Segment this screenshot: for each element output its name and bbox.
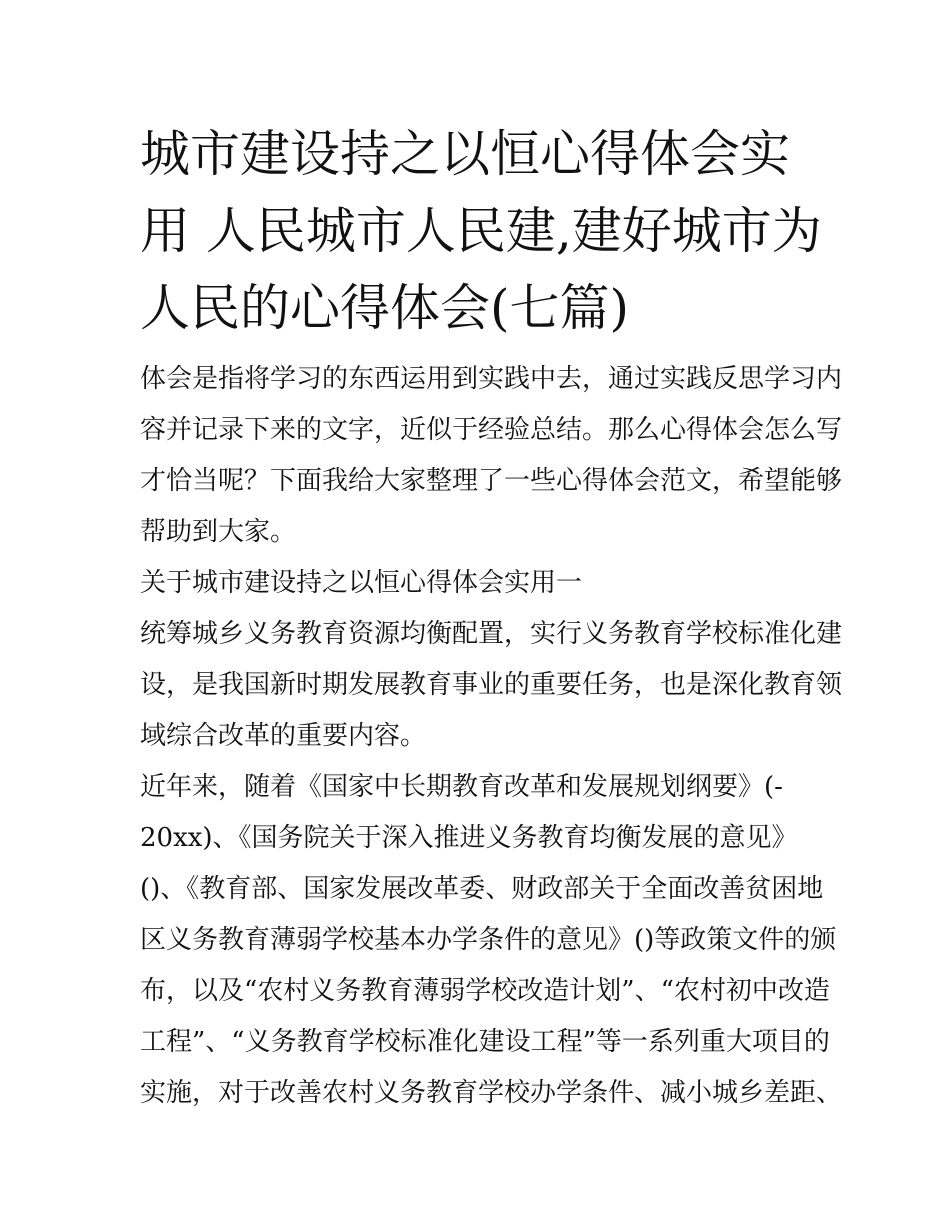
title-line: 城市建设持之以恒心得体会实	[140, 125, 790, 183]
section-heading: 关于城市建设持之以恒心得体会实用一	[140, 568, 583, 598]
body-line: ()、《教育部、国家发展改革委、财政部关于全面改善贫困地	[140, 874, 824, 904]
intro-line: 体会是指将学习的东西运用到实践中去，通过实践反思学习内	[140, 364, 843, 394]
body-line: 工程”、“义务教育学校标准化建设工程”等一系列重大项目的	[140, 1027, 830, 1057]
body-line: 区义务教育薄弱学校基本办学条件的意见》()等政策文件的颁	[140, 925, 837, 955]
body-line: 布，以及“农村义务教育薄弱学校改造计划”、“农村初中改造	[140, 976, 830, 1006]
document-body	[140, 354, 843, 1119]
body-line: 实施，对于改善农村义务教育学校办学条件、减小城乡差距、	[140, 1078, 843, 1108]
intro-line: 才恰当呢？下面我给大家整理了一些心得体会范文，希望能够	[140, 466, 843, 496]
body-line: 域综合改革的重要内容。	[140, 721, 427, 751]
intro-line: 帮助到大家。	[140, 517, 297, 547]
body-line: 统筹城乡义务教育资源均衡配置，实行义务教育学校标准化建	[140, 619, 843, 649]
body-line: 20xx)、《国务院关于深入推进义务教育均衡发展的意见》	[140, 823, 798, 853]
title-line: 用 人民城市人民建,建好城市为	[140, 202, 822, 260]
document-title	[140, 116, 820, 347]
title-line: 人民的心得体会(七篇)	[140, 279, 630, 337]
intro-line: 容并记录下来的文字，近似于经验总结。那么心得体会怎么写	[140, 415, 843, 445]
body-line: 近年来，随着《国家中长期教育改革和发展规划纲要》(-	[140, 772, 783, 802]
body-line: 设，是我国新时期发展教育事业的重要任务，也是深化教育领	[140, 670, 843, 700]
